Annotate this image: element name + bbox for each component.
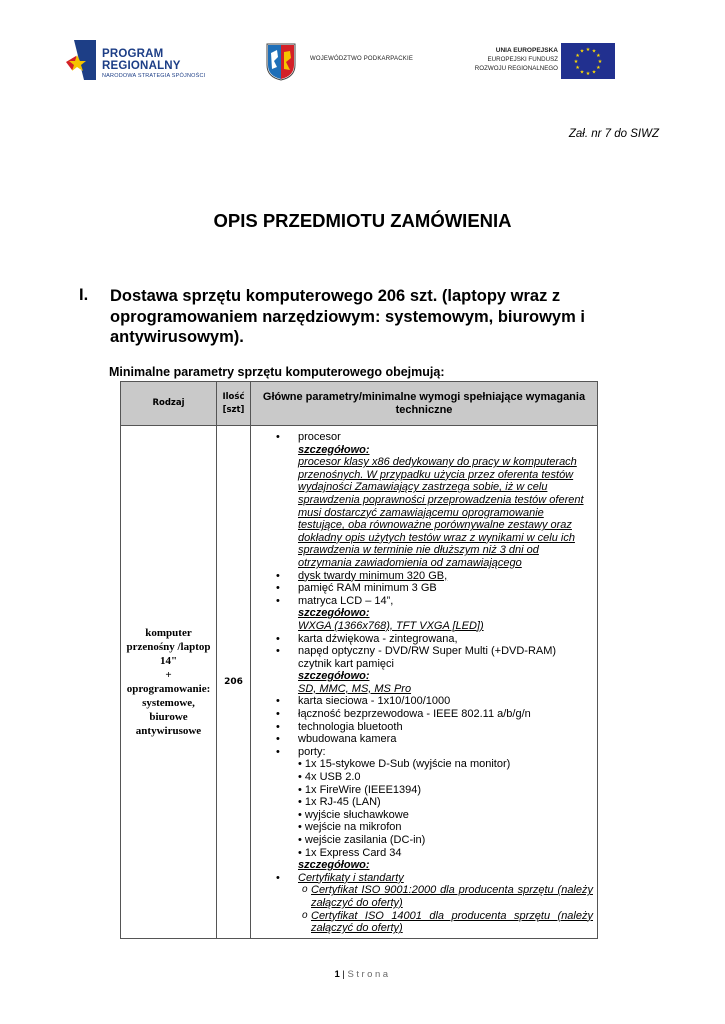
param-label: dysk twardy minimum 320 GB, <box>298 569 448 582</box>
port-item: • wejście zasilania (DC-in) <box>298 834 426 846</box>
specification-table <box>120 381 598 939</box>
detail-label: szczegółowo: <box>298 607 370 620</box>
cert-item: o Certyfikat ISO 9001:2000 dla producenta sprzętu (należy załączyć do oferty) <box>251 884 593 909</box>
logo-text-regionalny: REGIONALNY <box>102 60 181 72</box>
unia-europejska-logo <box>460 43 620 81</box>
svg-text:★: ★ <box>575 53 580 59</box>
svg-text:★: ★ <box>597 59 603 65</box>
cert-item: o Certyfikat ISO 14001 dla producenta sprzętu (należy załączyć do oferty) <box>251 910 593 935</box>
port-item: • wyjście słuchawkowe <box>298 808 409 821</box>
page-label: Strona <box>347 969 391 980</box>
header-qty-line2: [szt] <box>222 404 245 415</box>
type-line: antywirusowe <box>135 724 202 737</box>
port-item: • 1x RJ-45 (LAN) <box>298 796 381 809</box>
param-label: • napęd optyczny - DVD/RW Super Multi (+DVD-RAM) <box>298 645 557 658</box>
header-qty <box>217 382 251 426</box>
type-line: 14" <box>159 654 178 667</box>
section-intro: Minimalne parametry sprzętu komputerowego obejmują: <box>109 365 445 379</box>
processor-detail: procesor klasy x86 dedykowany do pracy w komputerach przenośnych. W przypadku użycia przez oferenta testów wydajności Zamawiający zastrzega sobie, iż w celu sprawdzenia poprawności przeprowadzenia testów oferent musi dostarczyć zamawiającemu oprogramowanie testujące, oba równoważne porównywalne zestawy oraz dokładny opis użytych testów wraz z wynikami w celu ich sprawdzenia w terminie nie dłuższym niż 3 dni od otrzymania zawiadomienia od zamawiającego <box>298 456 584 569</box>
table-row <box>121 426 598 939</box>
logo-text-eu: UNIA EUROPEJSKA <box>495 47 558 54</box>
param-label: • porty: <box>298 745 326 758</box>
param-ports <box>251 746 593 872</box>
detail-label: szczegółowo: <box>298 859 370 872</box>
param-card-reader: czytnik kart pamięci <box>298 657 394 670</box>
param-ram: • pamięć RAM minimum 3 GB <box>251 582 593 595</box>
attachment-note: Zał. nr 7 do SIWZ <box>568 128 659 140</box>
param-label: • matryca LCD – 14”, <box>298 594 394 607</box>
param-processor <box>251 431 593 570</box>
eu-flag-icon <box>561 43 615 79</box>
port-item: • wejście na mikrofon <box>298 821 402 834</box>
footer-separator: | <box>339 969 348 980</box>
section-title: Dostawa sprzętu komputerowego 206 szt. (laptopy wraz z oprogramowaniem narzędziowym: systemowym, biurowym i antywirusowym). <box>110 287 585 346</box>
params-list <box>251 431 593 935</box>
page-footer <box>0 969 725 980</box>
param-sound: • karta dźwiękowa - zintegrowana, <box>251 633 593 646</box>
param-optical <box>251 645 593 695</box>
lcd-detail: WXGA (1366x768), TFT VXGA [LED]) <box>298 619 484 632</box>
logo-text-voivodeship: WOJEWÓDZTWO PODKARPACKIE <box>310 56 414 62</box>
svg-text:★: ★ <box>579 69 585 76</box>
param-certs <box>251 872 593 885</box>
svg-text:★: ★ <box>596 65 601 71</box>
cell-qty: 206 <box>217 426 251 939</box>
detail-label: szczegółowo: <box>298 443 370 456</box>
param-label: • Certyfikaty i standarty <box>298 871 404 884</box>
type-line: komputer <box>145 626 192 639</box>
port-item: • 1x FireWire (IEEE1394) <box>298 783 422 796</box>
header-type: Rodzaj <box>121 382 217 426</box>
cell-params <box>251 426 598 939</box>
type-line: + <box>165 668 172 681</box>
section-number: I. <box>79 286 89 304</box>
svg-text:★: ★ <box>591 48 597 55</box>
svg-text:★: ★ <box>585 71 591 77</box>
logo-text-eu-regional: ROZWOJU REGIONALNEGO <box>474 65 558 72</box>
port-item: • 1x Express Card 34 <box>298 846 402 859</box>
param-bluetooth: • technologia bluetooth <box>251 721 593 734</box>
page-number: 1 <box>334 969 340 980</box>
type-line: biurowe <box>149 710 188 723</box>
header-params: Główne parametry/minimalne wymogi spełniające wymagania techniczne <box>251 382 598 426</box>
program-regionalny-logo <box>66 40 216 84</box>
svg-text:★: ★ <box>575 65 580 71</box>
svg-text:★: ★ <box>579 48 585 55</box>
program-regionalny-star-icon <box>66 40 96 80</box>
param-network: • karta sieciowa - 1x10/100/1000 <box>251 695 593 708</box>
voivodeship-shield-icon <box>266 43 296 81</box>
svg-text:★: ★ <box>573 59 579 65</box>
param-lcd <box>251 595 593 633</box>
param-camera: • wbudowana kamera <box>251 733 593 746</box>
cell-type <box>121 426 217 939</box>
logo-text-eu-fund: EUROPEJSKI FUNDUSZ <box>487 56 558 63</box>
logo-text-program: PROGRAM <box>102 48 164 60</box>
type-line: przenośny /laptop <box>126 640 211 653</box>
param-label: • procesor <box>298 431 341 443</box>
param-wireless: • łączność bezprzewodowa - IEEE 802.11 a/b/g/n <box>251 708 593 721</box>
wojewodztwo-podkarpackie-logo <box>266 43 431 81</box>
svg-text:★: ★ <box>585 47 591 53</box>
logo-text-strategy: NARODOWA STRATEGIA SPÓJNOŚCI <box>102 73 206 79</box>
header-qty-line1: Ilość <box>222 391 245 402</box>
port-item: • 4x USB 2.0 <box>298 771 361 784</box>
document-title: OPIS PRZEDMIOTU ZAMÓWIENIA <box>213 210 512 231</box>
table-header-row <box>121 382 598 426</box>
card-reader-detail: SD, MMC, MS, MS Pro <box>298 682 412 695</box>
type-line: systemowe, <box>142 696 195 709</box>
type-line: oprogramowanie: <box>126 682 211 695</box>
port-item: • 1x 15-stykowe D-Sub (wyjście na monitor) <box>298 758 511 771</box>
param-hdd <box>251 570 593 583</box>
svg-text:★: ★ <box>596 53 601 59</box>
svg-text:★: ★ <box>591 69 597 76</box>
detail-label: szczegółowo: <box>298 670 370 683</box>
